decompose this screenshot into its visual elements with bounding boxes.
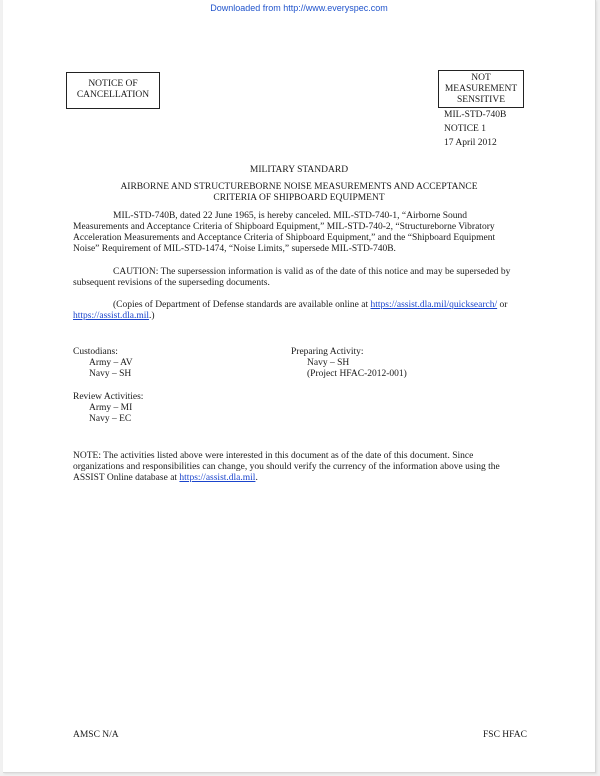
download-source-link[interactable]: Downloaded from http://www.everyspec.com (210, 3, 388, 13)
paragraph-line (73, 473, 543, 484)
assist-link[interactable]: https://assist.dla.mil (73, 311, 150, 321)
paragraph-line: MIL-STD-740B, dated 22 June 1965, is hereby canceled. MIL-STD-740-1, “Airborne Sound (113, 211, 468, 221)
box-line: NOT (471, 73, 491, 83)
copies-paragraph (73, 300, 543, 322)
custodian-item: Navy – SH (89, 369, 132, 379)
custodians-label: Custodians: (73, 347, 118, 357)
document-identifier (444, 110, 506, 149)
note-paragraph (73, 451, 543, 484)
subject-line: AIRBORNE AND STRUCTUREBORNE NOISE MEASUREMENTS AND ACCEPTANCE (120, 182, 478, 192)
preparing-activity-item: Navy – SH (307, 358, 350, 368)
document-number: MIL-STD-740B (444, 110, 507, 120)
paragraph-line: Measurements and Acceptance Criteria of Shipboard Equipment,” MIL-STD-740-2, “Structureborne Vibratory (73, 222, 495, 232)
notice-of-cancellation-box (66, 72, 160, 109)
military-standard-heading: MILITARY STANDARD (249, 165, 349, 175)
paragraph-text: ASSIST Online database at (73, 473, 180, 483)
box-line: CANCELLATION (76, 90, 150, 100)
paragraph-text: or (497, 300, 508, 310)
notice-date: 17 April 2012 (444, 138, 497, 148)
paragraph-line: subsequent revisions of the superseding documents. (73, 278, 270, 288)
paragraph-text: .) (149, 311, 155, 321)
document-subject (3, 182, 595, 204)
not-measurement-sensitive-box (438, 70, 524, 108)
box-line: MEASUREMENT (444, 84, 518, 94)
box-line: SENSITIVE (456, 95, 506, 105)
paragraph-line: Acceleration Measurements and Acceptance Criteria of Shipboard Equipment,” and the “Shipboard Equipment (73, 233, 496, 243)
footer-fsc: FSC HFAC (483, 730, 527, 740)
subject-line: CRITERIA OF SHIPBOARD EQUIPMENT (213, 193, 385, 203)
document-page (3, 0, 596, 773)
supersession-paragraph (73, 211, 543, 255)
assist-online-link[interactable]: https://assist.dla.mil (179, 473, 256, 483)
custodian-item: Army – AV (89, 358, 133, 368)
preparing-activity-item: (Project HFAC-2012-001) (307, 369, 407, 379)
footer-amsc: AMSC N/A (73, 730, 119, 740)
preparing-activity-label: Preparing Activity: (291, 347, 364, 357)
review-activity-item: Navy – EC (89, 414, 132, 424)
review-activity-item: Army – MI (89, 403, 133, 413)
assist-quicksearch-link[interactable]: https://assist.dla.mil/quicksearch/ (370, 300, 498, 310)
paragraph-text: . (255, 473, 258, 483)
paragraph-text: (Copies of Department of Defense standards are available online at (113, 300, 371, 310)
notice-number: NOTICE 1 (444, 124, 486, 134)
review-activities-label: Review Activities: (73, 392, 144, 402)
preparing-activity-section (291, 347, 407, 380)
review-activities-section (73, 392, 143, 425)
caution-paragraph (73, 267, 543, 289)
paragraph-line: organizations and responsibilities can change, you should verify the currency of the information above using the (73, 462, 500, 472)
box-line: NOTICE OF (88, 79, 138, 89)
paragraph-line: Noise” Requirement of MIL-STD-1474, “Noise Limits,” supersede MIL-STD-740B. (73, 244, 396, 254)
custodians-section (73, 347, 133, 380)
paragraph-line: NOTE: The activities listed above were interested in this document as of the date of this document. Since (73, 451, 474, 461)
paragraph-line: CAUTION: The supersession information is valid as of the date of this notice and may be superseded by (113, 267, 511, 277)
paragraph-line (73, 311, 543, 322)
paragraph-line (73, 300, 543, 311)
